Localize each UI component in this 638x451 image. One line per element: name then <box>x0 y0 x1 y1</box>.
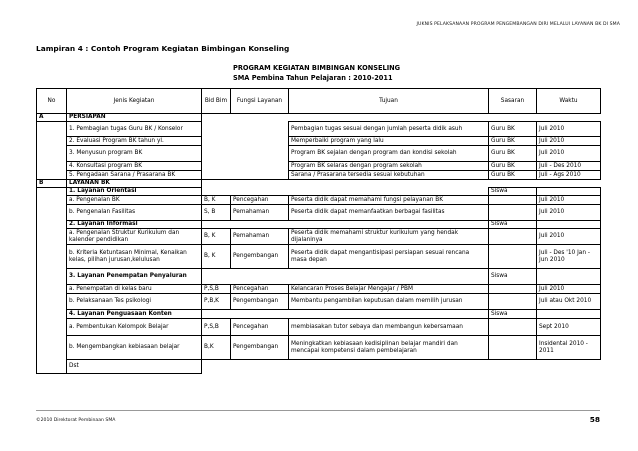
fungsi-cell: Pemahaman <box>231 229 289 245</box>
waktu-cell: Juli - Des 2010 <box>537 162 601 171</box>
tujuan-cell: Membantu pengambilan keputusan dalam memilih jurusan <box>289 294 489 310</box>
fungsi-cell: Pencegahan <box>231 319 289 336</box>
dst-cell: Dst <box>67 360 202 374</box>
col-sasaran: Sasaran <box>489 89 537 114</box>
waktu-cell: Juli 2010 <box>537 122 601 137</box>
subsection-title: 2. Layanan Informasi <box>67 221 202 229</box>
waktu-cell: Juli 2010 <box>537 137 601 146</box>
fungsi-cell: Pengembangan <box>231 294 289 310</box>
table-row <box>37 360 601 374</box>
kegiatan-cell: a. Pengenalan BK <box>67 196 202 205</box>
table-row <box>37 171 601 180</box>
lampiran-title: Lampiran 4 : Contoh Program Kegiatan Bimbingan Konseling <box>36 44 290 53</box>
section-b-no: B <box>37 180 67 188</box>
sasaran-cell: Siswa <box>489 269 537 285</box>
page-number: 58 <box>589 415 600 424</box>
tujuan-cell: Peserta didik memahami struktur kurikulum yang hendak dijalaninya <box>289 229 489 245</box>
sasaran-cell: Guru BK <box>489 171 537 180</box>
table-header-row <box>37 89 601 114</box>
table-row <box>37 229 601 245</box>
kegiatan-cell: 1. Pembagian tugas Guru BK / Konselor <box>67 122 202 137</box>
tujuan-cell: membiasakan tutor sebaya dan membangun kebersamaan <box>289 319 489 336</box>
waktu-cell: Juli - Ags 2010 <box>537 171 601 180</box>
bid-cell: S, B <box>202 205 231 221</box>
kegiatan-cell: 2. Evaluasi Program BK tahun yl. <box>67 137 202 146</box>
col-no: No <box>37 89 67 114</box>
kegiatan-cell: a. Pembentukan Kelompok Belajar <box>67 319 202 336</box>
table-row <box>37 196 601 205</box>
subsection-title: 4. Layanan Penguasaan Konten <box>67 310 202 319</box>
tujuan-cell: Program BK sejalan dengan program dan kondisi sekolah <box>289 146 489 162</box>
table-row <box>37 285 601 294</box>
kegiatan-cell: a. Pengenalan Struktur Kurikulum dan kalender pendidikan <box>67 229 202 245</box>
fungsi-cell: Pencegahan <box>231 196 289 205</box>
table-row <box>37 137 601 146</box>
table-row <box>37 319 601 336</box>
sasaran-cell: Siswa <box>489 221 537 229</box>
tujuan-cell: Kelancaran Proses Belajar Mengajar / PBM <box>289 285 489 294</box>
tujuan-cell: Sarana / Prasarana tersedia sesuai kebutuhan <box>289 171 489 180</box>
waktu-cell: Juli 2010 <box>537 196 601 205</box>
fungsi-cell: Pengembangan <box>231 336 289 360</box>
tujuan-cell: Peserta didik dapat memanfaatkan berbagai fasilitas <box>289 205 489 221</box>
section-a-title: PERSIAPAN <box>67 114 202 122</box>
fungsi-cell: Pemahaman <box>231 205 289 221</box>
tujuan-cell: Meningkatkan kebiasaan kedisiplinan belajar mandiri dan mencapai kompetensi dalam pembelajaran <box>289 336 489 360</box>
table-row <box>37 205 601 221</box>
table-row <box>37 162 601 171</box>
tujuan-cell: Pembagian tugas sesuai dengan jumlah peserta didik asuh <box>289 122 489 137</box>
col-bid: Bid Bim <box>202 89 231 114</box>
waktu-cell: Sept 2010 <box>537 319 601 336</box>
tujuan-cell: Peserta didik dapat mengantisipasi persiapan sesuai rencana masa depan <box>289 245 489 269</box>
section-a-no: A <box>37 114 67 122</box>
subsection-row <box>37 188 601 196</box>
kegiatan-cell: b. Kriteria Ketuntasan Minimal, Kenaikan kelas, pilihan jurusan,kelulusan <box>67 245 202 269</box>
table-row <box>37 245 601 269</box>
sasaran-cell: Guru BK <box>489 162 537 171</box>
subsection-row <box>37 310 601 319</box>
subsection-row <box>37 269 601 285</box>
waktu-cell: Juli 2010 <box>537 146 601 162</box>
bid-cell: B, K <box>202 196 231 205</box>
program-title-line2: SMA Pembina Tahun Pelajaran : 2010-2011 <box>233 74 393 82</box>
fungsi-cell: Pengembangan <box>231 245 289 269</box>
section-b-title: LAYANAN BK <box>67 180 202 188</box>
program-table <box>36 88 601 374</box>
footer-divider <box>36 410 600 411</box>
bid-cell: B, K <box>202 229 231 245</box>
kegiatan-cell: b. Mengembangkan kebiasaan belajar <box>67 336 202 360</box>
section-a-row <box>37 114 601 122</box>
waktu-cell: Juli 2010 <box>537 285 601 294</box>
col-fungsi: Fungsi Layanan <box>231 89 289 114</box>
sasaran-cell: Guru BK <box>489 137 537 146</box>
table-row <box>37 294 601 310</box>
subsection-title: 3. Layanan Penempatan Penyaluran <box>67 269 202 285</box>
kegiatan-cell: b. Pelaksanaan Tes psikologi <box>67 294 202 310</box>
bid-cell: P,B,K <box>202 294 231 310</box>
table-row <box>37 336 601 360</box>
bid-cell: B, K <box>202 245 231 269</box>
kegiatan-cell: b. Pengenalan Fasilitas <box>67 205 202 221</box>
kegiatan-cell: a. Penempatan di kelas baru <box>67 285 202 294</box>
sasaran-cell: Guru BK <box>489 146 537 162</box>
program-title-line1: PROGRAM KEGIATAN BIMBINGAN KONSELING <box>233 64 401 72</box>
fungsi-cell: Pencegahan <box>231 285 289 294</box>
waktu-cell: Juli 2010 <box>537 229 601 245</box>
footer-copyright: ©2010 Direktorat Pembinaan SMA <box>36 418 116 423</box>
kegiatan-cell: 5. Pengadaan Sarana / Prasarana BK <box>67 171 202 180</box>
table-row <box>37 146 601 162</box>
kegiatan-cell: 4. Konsultasi program BK <box>67 162 202 171</box>
bid-cell: P,S,B <box>202 319 231 336</box>
running-header: JUKNIS PELAKSANAAN PROGRAM PENGEMBANGAN DIRI MELALUI LAYANAN BK DI SMA <box>416 22 620 27</box>
table-row <box>37 122 601 137</box>
tujuan-cell: Memperbaiki program yang lalu <box>289 137 489 146</box>
waktu-cell: Juli 2010 <box>537 205 601 221</box>
tujuan-cell: Peserta didik dapat memahami fungsi pelayanan BK <box>289 196 489 205</box>
waktu-cell: Juli - Des '10 Jan - Jun 2010 <box>537 245 601 269</box>
sasaran-cell: Siswa <box>489 310 537 319</box>
subsection-title: 1. Layanan Orientasi <box>67 188 202 196</box>
sasaran-cell: Siswa <box>489 188 537 196</box>
section-b-row <box>37 180 601 188</box>
kegiatan-cell: 3. Menyusun program BK <box>67 146 202 162</box>
waktu-cell: Juli atau Okt 2010 <box>537 294 601 310</box>
subsection-row <box>37 221 601 229</box>
sasaran-cell: Guru BK <box>489 122 537 137</box>
col-tujuan: Tujuan <box>289 89 489 114</box>
waktu-cell: Insidental 2010 - 2011 <box>537 336 601 360</box>
program-title <box>233 63 400 83</box>
tujuan-cell: Program BK selaras dengan program sekolah <box>289 162 489 171</box>
col-kegiatan: Jenis Kegiatan <box>67 89 202 114</box>
col-waktu: Waktu <box>537 89 601 114</box>
bid-cell: B,K <box>202 336 231 360</box>
bid-cell: P,S,B <box>202 285 231 294</box>
